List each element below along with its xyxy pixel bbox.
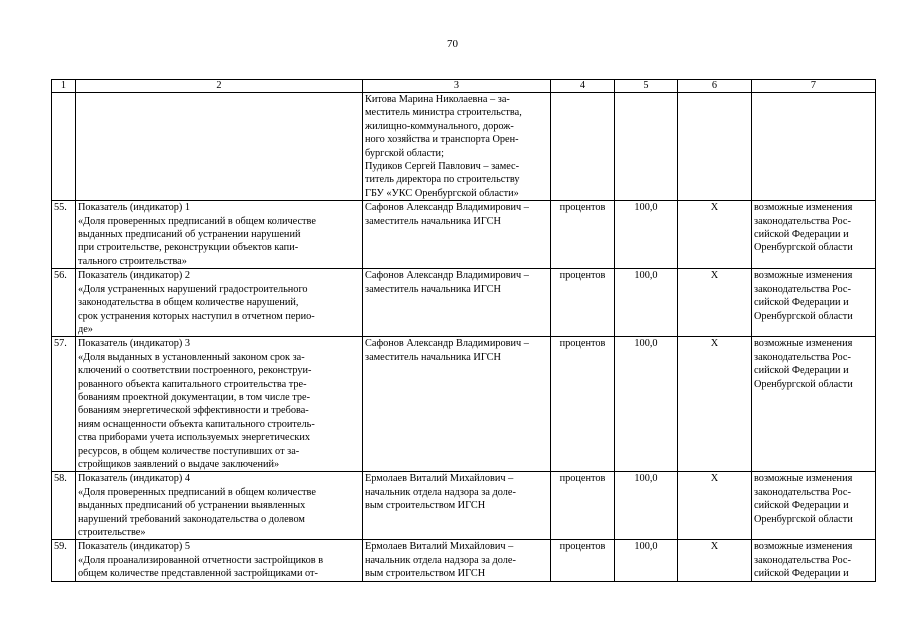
risk-line: возможные изменения: [754, 541, 853, 553]
responsible-cell: [363, 269, 551, 337]
indicator-line: ресурсов, в общем количестве поступивших от за-: [78, 445, 300, 457]
table-row: [52, 269, 876, 337]
table-row: [52, 337, 876, 472]
table-row: [52, 201, 876, 269]
responsible-line: Пудиков Сергей Павлович – замес-: [365, 161, 520, 173]
responsible-line: Китова Марина Николаевна – за-: [365, 94, 510, 105]
responsible-line: заместитель начальника ИГСН: [365, 215, 501, 227]
risk-line: законодательства Рос-: [754, 554, 851, 566]
risk-cell: [752, 472, 876, 540]
row-number: 58.: [52, 472, 76, 540]
risk-cell: [752, 269, 876, 337]
indicator-line: бованиям проектной документации, в том числе тре-: [78, 391, 311, 403]
risk-cell: [752, 201, 876, 269]
unit-cell: процентов: [551, 472, 615, 540]
value-cell: 100,0: [615, 472, 678, 540]
header-cell: 7: [752, 80, 876, 93]
responsible-line: Ермолаев Виталий Михайлович –: [365, 541, 514, 553]
indicator-line: строительстве»: [78, 527, 146, 538]
unit-cell: процентов: [551, 269, 615, 337]
mark-cell: Х: [678, 201, 752, 269]
header-cell: 4: [551, 80, 615, 93]
indicator-line: рованного объекта капитального строительства тре-: [78, 378, 307, 390]
indicator-line: нарушений требований законодательства о долевом: [78, 513, 305, 525]
indicator-line: бованиям энергетической эффективности и требова-: [78, 405, 309, 417]
row-number: 59.: [52, 540, 76, 581]
program-table: [51, 79, 876, 582]
indicator-line: выданных предписаний об устранении нарушений: [78, 229, 301, 241]
risk-line: возможные изменения: [754, 202, 853, 214]
responsible-line: заместитель начальника ИГСН: [365, 283, 501, 295]
unit-cell: процентов: [551, 337, 615, 472]
risk-line: Оренбургской области: [754, 242, 853, 254]
risk-line: сийской Федерации и: [754, 365, 849, 377]
indicator-line: «Доля проверенных предписаний в общем количестве: [78, 486, 316, 498]
risk-line: сийской Федерации и: [754, 500, 849, 512]
responsible-line: заместитель начальника ИГСН: [365, 351, 501, 363]
risk-line: Оренбургской области: [754, 378, 853, 390]
unit-cell: процентов: [551, 540, 615, 581]
risk-line: возможные изменения: [754, 338, 853, 350]
responsible-line: начальник отдела надзора за доле-: [365, 486, 516, 498]
header-cell: 3: [363, 80, 551, 93]
risk-cell: [752, 337, 876, 472]
table-row: [52, 472, 876, 540]
responsible-cell: [363, 201, 551, 269]
mark-cell: Х: [678, 540, 752, 581]
indicator-line: «Доля выданных в установленный законом срок за-: [78, 351, 305, 363]
responsible-line: Сафонов Александр Владимирович –: [365, 202, 529, 214]
responsible-cell: [363, 472, 551, 540]
responsible-line: Сафонов Александр Владимирович –: [365, 338, 529, 350]
page-number: 70: [447, 38, 458, 50]
indicator-cell: [76, 472, 363, 540]
mark-cell: Х: [678, 337, 752, 472]
row-number: 55.: [52, 201, 76, 269]
continuation-row: [52, 93, 876, 201]
indicator-line: общем количестве представленной застройщиками от-: [78, 568, 318, 580]
indicator-line: Показатель (индикатор) 2: [78, 270, 191, 282]
risk-cell: [752, 93, 876, 201]
indicator-line: ства приборами учета используемых энергетических: [78, 432, 311, 444]
risk-line: законодательства Рос-: [754, 351, 851, 363]
header-cell: 6: [678, 80, 752, 93]
indicator-line: законодательства в общем количестве нарушений,: [78, 297, 299, 309]
responsible-cell: [363, 337, 551, 472]
responsible-line: титель директора по строительству: [365, 174, 520, 186]
indicator-line: «Доля проверенных предписаний в общем количестве: [78, 215, 316, 227]
indicator-line: ниям оснащенности объекта капитального строитель-: [78, 418, 315, 430]
responsible-line: бургской области;: [365, 147, 444, 159]
indicator-cell: [76, 337, 363, 472]
indicator-line: выданных предписаний об устранении выявленных: [78, 500, 306, 512]
risk-line: Оренбургской области: [754, 310, 853, 322]
risk-line: сийской Федерации и: [754, 568, 849, 580]
indicator-line: ключений о соответствии построенного, реконструи-: [78, 365, 312, 377]
indicator-line: Показатель (индикатор) 5: [78, 541, 191, 553]
value-cell: 100,0: [615, 337, 678, 472]
indicator-line: Показатель (индикатор) 1: [78, 202, 191, 214]
risk-line: сийской Федерации и: [754, 229, 849, 241]
indicator-line: Показатель (индикатор) 3: [78, 338, 191, 350]
indicator-cell: [76, 93, 363, 201]
responsible-line: ного хозяйства и транспорта Орен-: [365, 134, 519, 146]
responsible-line: меститель министра строительства,: [365, 107, 522, 119]
indicator-line: при строительстве, реконструкции объектов капи-: [78, 242, 299, 254]
row-number: 56.: [52, 269, 76, 337]
risk-cell: [752, 540, 876, 581]
risk-line: сийской Федерации и: [754, 297, 849, 309]
risk-line: законодательства Рос-: [754, 486, 851, 498]
indicator-line: срок устранения которых наступил в отчетном перио-: [78, 310, 315, 322]
indicator-cell: [76, 201, 363, 269]
value-cell: [615, 93, 678, 201]
indicator-cell: [76, 269, 363, 337]
responsible-line: вым строительством ИГСН: [365, 500, 486, 512]
risk-line: законодательства Рос-: [754, 283, 851, 295]
risk-line: законодательства Рос-: [754, 215, 851, 227]
indicator-line: «Доля устраненных нарушений градостроительного: [78, 283, 308, 295]
responsible-cell: [363, 540, 551, 581]
responsible-line: жилищно-коммунального, дорож-: [365, 120, 514, 132]
responsible-line: Сафонов Александр Владимирович –: [365, 270, 529, 282]
mark-cell: Х: [678, 472, 752, 540]
mark-cell: Х: [678, 269, 752, 337]
indicator-line: де»: [78, 323, 93, 335]
value-cell: 100,0: [615, 201, 678, 269]
header-cell: 5: [615, 80, 678, 93]
indicator-line: стройщиков заявлений о выдаче заключений»: [78, 458, 280, 470]
header-cell: 1: [52, 80, 76, 93]
risk-line: Оренбургской области: [754, 513, 853, 525]
row-number: 57.: [52, 337, 76, 472]
indicator-cell: [76, 540, 363, 581]
responsible-line: вым строительством ИГСН: [365, 568, 486, 580]
risk-line: возможные изменения: [754, 473, 853, 485]
table-row: [52, 540, 876, 581]
responsible-cell: [363, 93, 551, 201]
risk-line: возможные изменения: [754, 270, 853, 282]
value-cell: 100,0: [615, 540, 678, 581]
responsible-line: Ермолаев Виталий Михайлович –: [365, 473, 514, 485]
indicator-line: «Доля проанализированной отчетности застройщиков в: [78, 554, 324, 566]
mark-cell: [678, 93, 752, 201]
unit-cell: [551, 93, 615, 201]
num-cell: [52, 93, 76, 201]
responsible-line: ГБУ «УКС Оренбургской области»: [365, 187, 519, 199]
value-cell: 100,0: [615, 269, 678, 337]
unit-cell: процентов: [551, 201, 615, 269]
indicator-line: тального строительства»: [78, 255, 187, 267]
indicator-line: Показатель (индикатор) 4: [78, 473, 191, 485]
responsible-line: начальник отдела надзора за доле-: [365, 554, 516, 566]
header-cell: 2: [76, 80, 363, 93]
table-header-row: [52, 80, 876, 93]
